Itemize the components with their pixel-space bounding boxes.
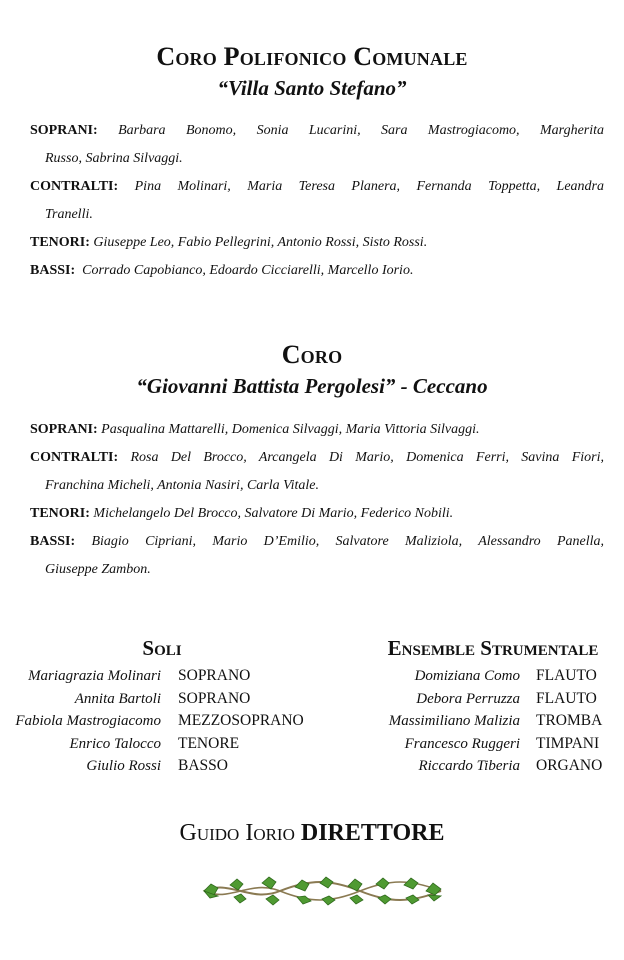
choir1-soprani bbox=[30, 117, 604, 173]
voice-names: Pina Molinari, Maria Teresa Planera, Fernanda Toppetta, Leandra bbox=[134, 179, 605, 194]
voice-names-cont: Franchina Micheli, Antonia Nasiri, Carla Vitale. bbox=[45, 478, 320, 493]
choir2-bassi bbox=[30, 528, 604, 584]
performer-role: BASSO bbox=[178, 757, 228, 774]
performer-name: Annita Bartoli bbox=[74, 690, 161, 707]
choir1-bassi bbox=[30, 257, 604, 285]
performer-role: SOPRANO bbox=[178, 689, 251, 707]
choir1-subtitle: “Villa Santo Stefano” bbox=[217, 76, 407, 100]
performer-role: SOPRANO bbox=[178, 667, 251, 684]
list-item bbox=[360, 733, 602, 756]
voice-names: Biagio Cipriani, Mario D’Emilio, Salvatore Maliziola, Alessandro Panella, bbox=[91, 534, 605, 549]
voice-names: Barbara Bonomo, Sonia Lucarini, Sara Mastrogiacomo, Margherita bbox=[118, 123, 605, 138]
list-item bbox=[360, 710, 602, 733]
choir2-soprani bbox=[30, 416, 604, 444]
voice-label: CONTRALTI: bbox=[30, 450, 119, 465]
choir2-roster bbox=[30, 416, 604, 584]
performer-role: ORGANO bbox=[536, 757, 603, 774]
voice-names-cont: Russo, Sabrina Silvaggi. bbox=[45, 151, 183, 166]
performer-name: Riccardo Tiberia bbox=[418, 758, 520, 774]
voice-names-cont: Giuseppe Zambon. bbox=[45, 562, 151, 577]
choir2-title: Coro bbox=[281, 340, 343, 369]
performer-name: Enrico Talocco bbox=[69, 735, 161, 752]
voice-names: Corrado Capobianco, Edoardo Cicciarelli, Marcello Iorio. bbox=[82, 263, 414, 278]
performer-name: Giulio Rossi bbox=[86, 758, 161, 774]
voice-label: TENORI: bbox=[30, 235, 90, 250]
director-name: Guido Iorio bbox=[179, 820, 295, 846]
performer-role: FLAUTO bbox=[536, 689, 597, 707]
choir2-contralti bbox=[30, 444, 604, 500]
list-item bbox=[4, 688, 304, 711]
choir1-tenori bbox=[30, 229, 604, 257]
list-item bbox=[4, 733, 304, 756]
voice-label: SOPRANI: bbox=[30, 123, 98, 138]
list-item bbox=[360, 665, 602, 688]
performer-role: FLAUTO bbox=[536, 667, 597, 684]
voice-label: TENORI: bbox=[30, 506, 90, 521]
choir1-contralti bbox=[30, 173, 604, 229]
choir1-title: Coro Polifonico Comunale bbox=[156, 42, 468, 71]
ensemble-list bbox=[360, 665, 602, 778]
performer-role: TENORE bbox=[178, 734, 240, 752]
director-role: DIRETTORE bbox=[300, 820, 445, 846]
choir1-roster bbox=[30, 117, 604, 285]
voice-label: SOPRANI: bbox=[30, 422, 98, 437]
performer-role: TIMPANI bbox=[536, 734, 600, 752]
voice-names: Michelangelo Del Brocco, Salvatore Di Mario, Federico Nobili. bbox=[93, 506, 454, 521]
voice-names-cont: Tranelli. bbox=[45, 207, 93, 222]
performer-role: TROMBA bbox=[536, 712, 603, 729]
soli-title: Soli bbox=[142, 636, 182, 660]
list-item bbox=[4, 755, 304, 778]
performer-name: Francesco Ruggeri bbox=[404, 735, 520, 752]
ivy-vine-ornament-icon bbox=[200, 873, 445, 909]
list-item bbox=[4, 710, 304, 733]
choir2-tenori bbox=[30, 500, 604, 528]
voice-label: BASSI: bbox=[30, 534, 76, 549]
voice-label: BASSI: bbox=[30, 263, 76, 278]
voice-names: Pasqualina Mattarelli, Domenica Silvaggi, Maria Vittoria Silvaggi. bbox=[101, 422, 480, 437]
director-line bbox=[0, 820, 624, 847]
voice-label: CONTRALTI: bbox=[30, 179, 119, 194]
performer-name: Fabiola Mastrogiacomo bbox=[15, 713, 161, 729]
list-item bbox=[360, 688, 602, 711]
performer-name: Domiziana Como bbox=[414, 668, 520, 684]
list-item bbox=[4, 665, 304, 688]
performer-role: MEZZOSOPRANO bbox=[178, 712, 304, 729]
performer-name: Debora Perruzza bbox=[416, 690, 520, 707]
soli-list bbox=[4, 665, 304, 778]
choir2-subtitle: “Giovanni Battista Pergolesi” - Ceccano bbox=[136, 374, 488, 398]
performer-name: Mariagrazia Molinari bbox=[28, 668, 161, 684]
voice-names: Rosa Del Brocco, Arcangela Di Mario, Domenica Ferri, Savina Fiori, bbox=[130, 450, 605, 465]
voice-names: Giuseppe Leo, Fabio Pellegrini, Antonio Rossi, Sisto Rossi. bbox=[93, 235, 428, 250]
ensemble-title: Ensemble Strumentale bbox=[387, 636, 599, 660]
performer-name: Massimiliano Malizia bbox=[388, 713, 520, 729]
list-item bbox=[360, 755, 602, 778]
